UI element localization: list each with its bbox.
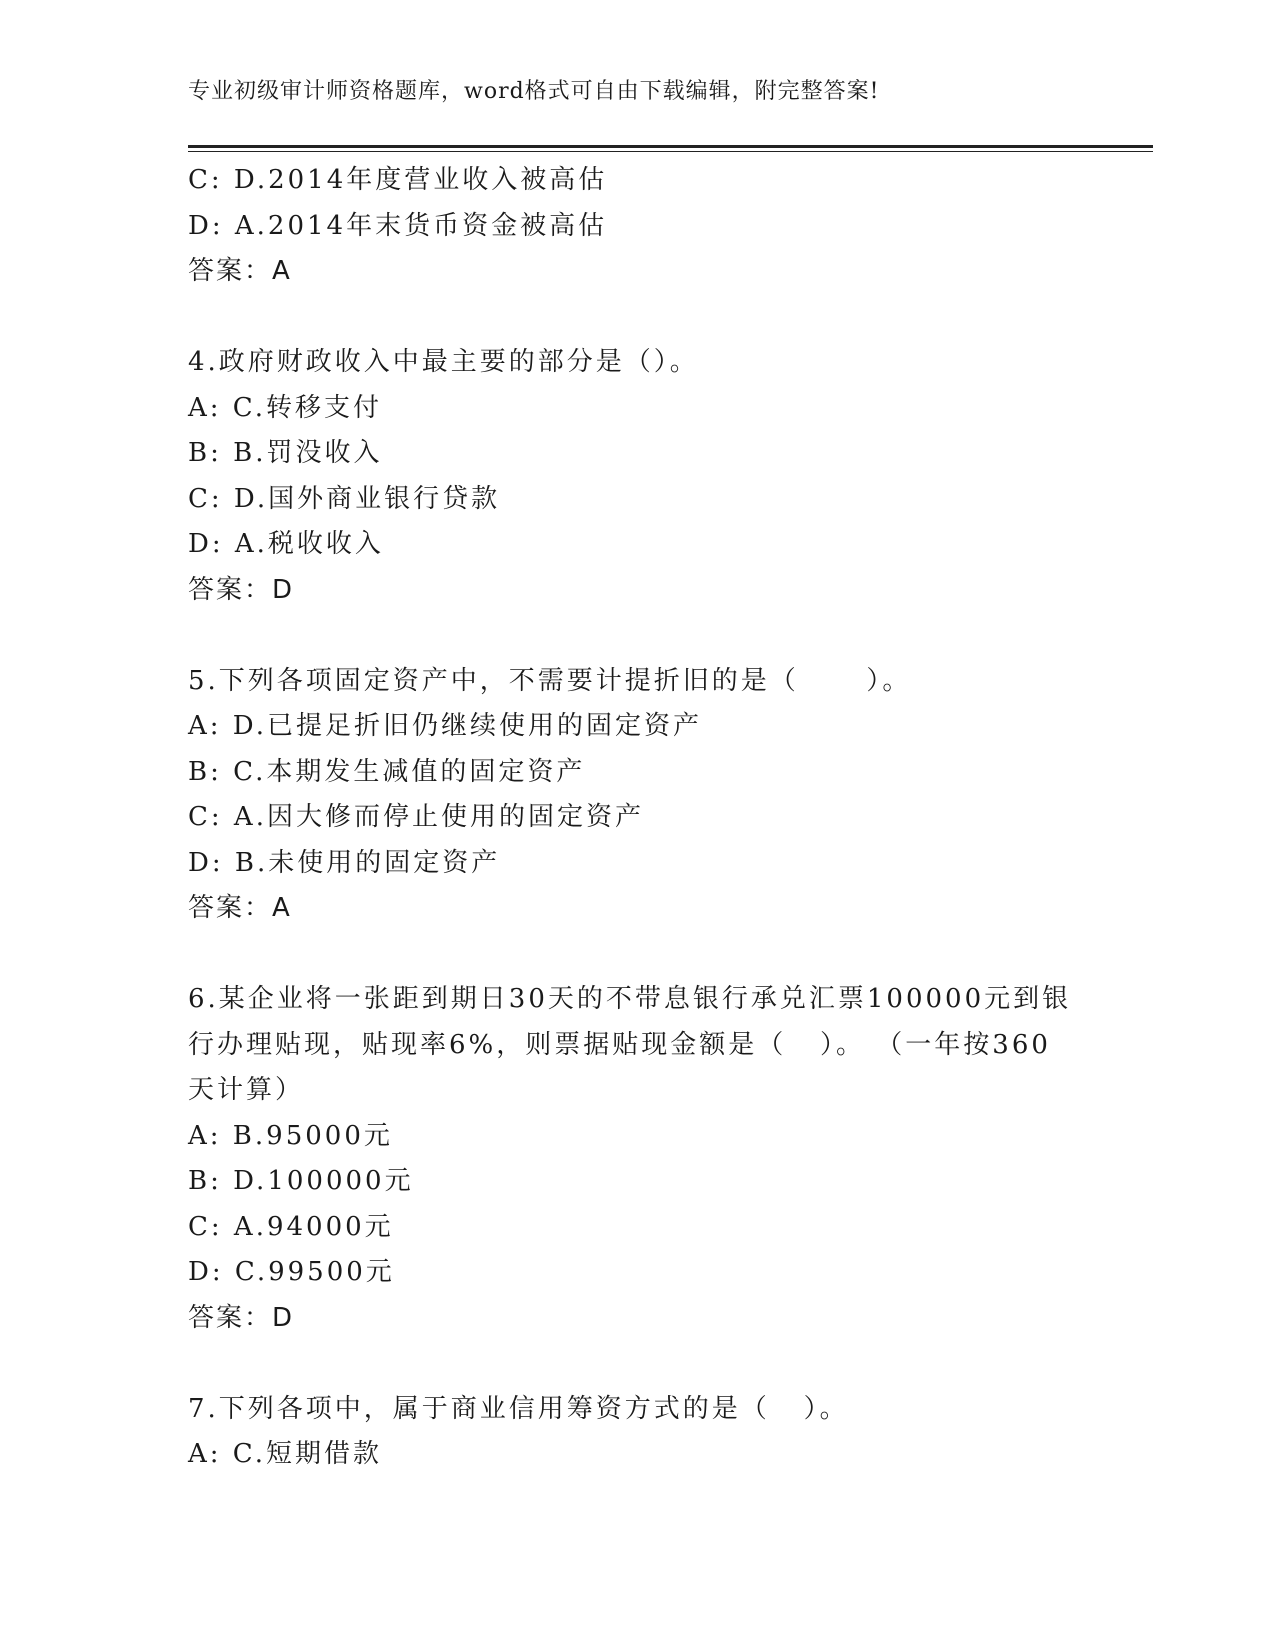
q6-stem-line-3: 天计算） (188, 1075, 305, 1105)
q4-option-a: A: C.转移支付 (188, 392, 383, 423)
q4-stem: 4.政府财政收入中最主要的部分是（）。 (188, 347, 699, 377)
q5-option-a: A: D.已提足折旧仍继续使用的固定资产 (188, 711, 702, 741)
q6-option-d: D: C.99500元 (188, 1257, 395, 1287)
q6-option-b: B: D.100000元 (188, 1166, 414, 1196)
q4-answer: 答案：D (188, 574, 295, 605)
q7-option-a: A: C.短期借款 (188, 1439, 383, 1469)
q3-answer: 答案：A (188, 256, 292, 286)
spacer (188, 613, 1068, 659)
q4-option-b: B: B.罚没收入 (188, 438, 383, 468)
q6-option-c: C: A.94000元 (188, 1211, 394, 1242)
q5-option-c: C: A.因大修而停止使用的固定资产 (188, 802, 644, 832)
spacer (188, 932, 1068, 978)
q6-answer: 答案：D (188, 1302, 295, 1333)
q5-stem: 5.下列各项固定资产中，不需要计提折旧的是（ ）。 (188, 665, 912, 696)
q7-stem: 7.下列各项中，属于商业信用筹资方式的是（ ）。 (188, 1393, 849, 1424)
q5-option-b: B: C.本期发生减值的固定资产 (188, 756, 586, 787)
header-rule-thin (188, 151, 1153, 152)
q3-option-c: C: D.2014年度营业收入被高估 (188, 165, 608, 195)
q5-option-d: D: B.未使用的固定资产 (188, 847, 501, 878)
q6-stem-line-1: 6.某企业将一张距到期日30天的不带息银行承兑汇票100000元到银 (188, 984, 1072, 1014)
q4-option-c: C: D.国外商业银行贷款 (188, 483, 501, 514)
q6-option-a: A: B.95000元 (188, 1120, 393, 1151)
question-content (188, 158, 1072, 1478)
q5-answer: 答案：A (188, 893, 292, 923)
header-rule-thick (188, 145, 1153, 148)
spacer (188, 295, 1068, 341)
page-header: 专业初级审计师资格题库，word格式可自由下载编辑，附完整答案! (188, 79, 880, 104)
spacer (188, 1341, 1068, 1387)
q3-option-d: D: A.2014年末货币资金被高估 (188, 210, 608, 241)
q4-option-d: D: A.税收收入 (188, 529, 384, 559)
q6-stem-line-2: 行办理贴现，贴现率6%，则票据贴现金额是（ ）。 （一年按360 (188, 1029, 1051, 1060)
